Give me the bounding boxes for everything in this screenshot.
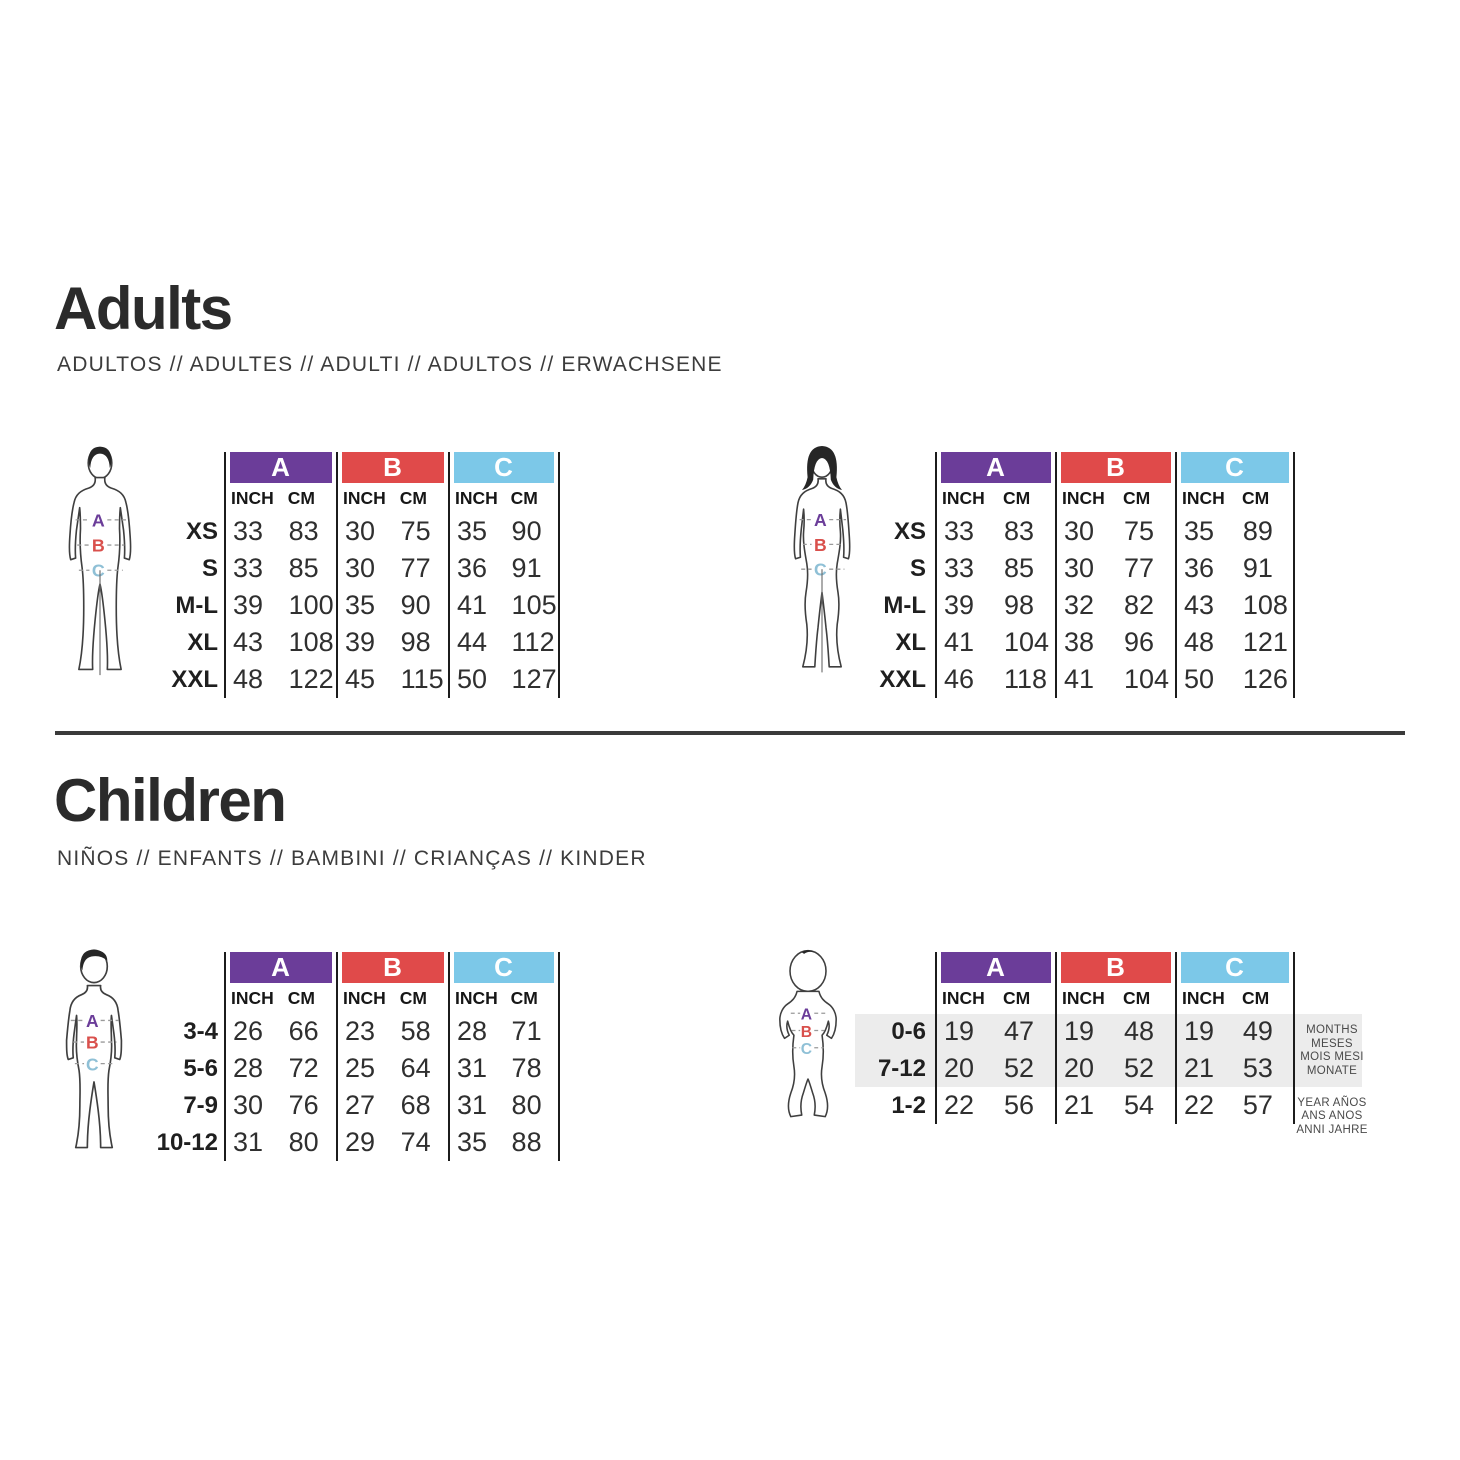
unit-inch-header: INCH	[1182, 487, 1225, 508]
measurement-row	[1057, 661, 1175, 698]
cm-value: 126	[1242, 664, 1288, 694]
age-unit-note	[1296, 1090, 1368, 1144]
measurement-row	[226, 1050, 336, 1087]
measure-header-bar: C	[1181, 452, 1289, 483]
measurement-row	[338, 1087, 448, 1124]
unit-header-row	[338, 483, 448, 513]
inch-value: 31	[233, 1127, 264, 1157]
measurement-row	[937, 587, 1055, 624]
inch-value: 33	[944, 553, 975, 583]
inch-value: 39	[345, 627, 376, 657]
measurement-row	[226, 661, 336, 698]
cm-value: 77	[1123, 553, 1154, 583]
inch-value: 48	[233, 664, 264, 694]
measure-header-bar: A	[941, 952, 1051, 983]
svg-text:A: A	[91, 510, 105, 531]
size-row-label: 7-9	[183, 1092, 218, 1119]
age-unit-note-line: ANNI JAHRE	[1296, 1123, 1368, 1136]
measure-column-group	[1175, 952, 1295, 1124]
adults-section-title: Adults	[54, 275, 232, 342]
unit-inch-header: INCH	[455, 987, 498, 1008]
measurement-row	[450, 1087, 558, 1124]
cm-value: 96	[1123, 627, 1154, 657]
inch-value: 33	[233, 553, 264, 583]
cm-value: 121	[1242, 627, 1288, 657]
unit-inch-header: INCH	[1062, 487, 1105, 508]
inch-value: 35	[457, 516, 488, 546]
unit-header-row	[226, 483, 336, 513]
cm-value: 108	[288, 627, 334, 657]
measurement-row	[226, 550, 336, 587]
age-unit-note-line: MOIS MESI	[1300, 1051, 1364, 1063]
measurement-row	[338, 1124, 448, 1161]
measurement-row	[1177, 1087, 1293, 1124]
measure-column-group	[935, 952, 1055, 1124]
cm-value: 47	[1003, 1016, 1034, 1046]
size-row-label: 10-12	[156, 1129, 218, 1156]
unit-cm-header: CM	[1123, 487, 1151, 508]
inch-value: 39	[233, 590, 264, 620]
cm-value: 127	[511, 664, 557, 694]
measure-header-bar: C	[1181, 952, 1289, 983]
measurement-row	[937, 1050, 1055, 1087]
cm-value: 78	[511, 1053, 542, 1083]
measurement-row	[937, 1013, 1055, 1050]
unit-cm-header: CM	[1003, 987, 1031, 1008]
cm-value: 58	[400, 1016, 431, 1046]
measure-column-group	[935, 452, 1055, 698]
measurement-row	[338, 513, 448, 550]
size-row-label: XS	[893, 518, 926, 545]
cm-value: 88	[511, 1127, 542, 1157]
size-row-label: S	[909, 555, 926, 582]
size-row-label: XS	[185, 518, 218, 545]
size-row-label: M-L	[883, 592, 926, 619]
adults-section-subtitle: ADULTOS // ADULTES // ADULTI // ADULTOS // ERWACHSENE	[57, 353, 723, 376]
cm-value: 91	[1242, 553, 1273, 583]
woman-figure	[782, 441, 862, 691]
cm-value: 64	[400, 1053, 431, 1083]
measurement-row	[226, 513, 336, 550]
measure-column-group	[336, 452, 448, 698]
cm-value: 90	[511, 516, 542, 546]
measurement-row	[937, 550, 1055, 587]
cm-value: 53	[1242, 1053, 1273, 1083]
cm-value: 77	[400, 553, 431, 583]
cm-value: 90	[400, 590, 431, 620]
cm-value: 56	[1003, 1090, 1034, 1120]
measurement-row	[226, 1124, 336, 1161]
cm-value: 48	[1123, 1016, 1154, 1046]
inch-value: 30	[1064, 553, 1095, 583]
unit-inch-header: INCH	[1182, 987, 1225, 1008]
cm-value: 98	[400, 627, 431, 657]
measurement-row	[338, 624, 448, 661]
inch-value: 31	[457, 1053, 488, 1083]
measurement-row	[937, 624, 1055, 661]
measure-column-group	[224, 952, 336, 1161]
inch-value: 44	[457, 627, 488, 657]
measurement-row	[1177, 661, 1293, 698]
age-unit-note-line: MONATE	[1306, 1064, 1358, 1077]
measure-column-group	[1175, 452, 1295, 698]
unit-cm-header: CM	[287, 487, 315, 508]
inch-value: 41	[457, 590, 488, 620]
cm-value: 80	[288, 1127, 319, 1157]
inch-value: 48	[1184, 627, 1215, 657]
cm-value: 112	[511, 627, 555, 657]
cm-value: 74	[400, 1127, 431, 1157]
unit-inch-header: INCH	[942, 487, 985, 508]
inch-value: 32	[1064, 590, 1095, 620]
inch-value: 33	[233, 516, 264, 546]
inch-value: 35	[345, 590, 376, 620]
inch-value: 46	[944, 664, 975, 694]
measure-header-bar: A	[941, 452, 1051, 483]
cm-value: 54	[1123, 1090, 1154, 1120]
measurement-row	[338, 587, 448, 624]
unit-header-row	[937, 483, 1055, 513]
age-unit-note-line: MESES	[1311, 1037, 1353, 1050]
measurement-row	[450, 550, 558, 587]
size-row-label: 0-6	[891, 1018, 926, 1045]
svg-text:B: B	[91, 535, 105, 556]
inch-value: 36	[1184, 553, 1215, 583]
inch-value: 22	[1184, 1090, 1215, 1120]
cm-value: 52	[1123, 1053, 1154, 1083]
cm-value: 108	[1242, 590, 1288, 620]
cm-value: 80	[511, 1090, 542, 1120]
unit-inch-header: INCH	[942, 987, 985, 1008]
inch-value: 26	[233, 1016, 264, 1046]
measurement-row	[1177, 1013, 1293, 1050]
measurement-row	[1177, 1050, 1293, 1087]
svg-text:C: C	[86, 1054, 99, 1075]
size-row-label: 3-4	[183, 1018, 218, 1045]
cm-value: 83	[288, 516, 319, 546]
svg-text:B: B	[800, 1023, 813, 1041]
inch-value: 25	[345, 1053, 376, 1083]
inch-value: 21	[1184, 1053, 1215, 1083]
inch-value: 43	[233, 627, 264, 657]
svg-text:C: C	[91, 560, 105, 581]
unit-cm-header: CM	[287, 987, 315, 1008]
inch-value: 19	[944, 1016, 975, 1046]
cm-value: 98	[1003, 590, 1034, 620]
unit-header-row	[450, 983, 558, 1013]
measure-header-bar: B	[1061, 952, 1171, 983]
measure-header-bar: A	[230, 452, 332, 483]
unit-header-row	[338, 983, 448, 1013]
svg-text:C: C	[800, 1041, 813, 1058]
boy-figure	[48, 944, 140, 1160]
measurement-row	[1177, 550, 1293, 587]
inch-value: 27	[345, 1090, 376, 1120]
measurement-row	[1177, 587, 1293, 624]
measurement-row	[338, 550, 448, 587]
measure-column-group	[448, 452, 560, 698]
size-row-label: 5-6	[183, 1055, 218, 1082]
svg-text:A: A	[814, 510, 827, 530]
measure-column-group	[1055, 452, 1175, 698]
unit-inch-header: INCH	[231, 487, 274, 508]
measurement-row	[226, 1013, 336, 1050]
section-divider	[55, 731, 1405, 735]
unit-header-row	[1057, 483, 1175, 513]
inch-value: 22	[944, 1090, 975, 1120]
measurement-row	[1057, 1013, 1175, 1050]
measurement-row	[1057, 587, 1175, 624]
inch-value: 30	[345, 516, 376, 546]
cm-value: 122	[288, 664, 334, 694]
measurement-row	[450, 661, 558, 698]
inch-value: 41	[944, 627, 975, 657]
measure-header-bar: C	[454, 952, 554, 983]
inch-value: 33	[944, 516, 975, 546]
age-unit-note-line: MONTHS	[1306, 1024, 1358, 1036]
cm-value: 52	[1003, 1053, 1034, 1083]
measurement-row	[338, 1013, 448, 1050]
cm-value: 57	[1242, 1090, 1273, 1120]
svg-text:A: A	[800, 1006, 813, 1024]
size-row-label: XL	[895, 629, 926, 656]
measurement-row	[937, 661, 1055, 698]
inch-value: 35	[457, 1127, 488, 1157]
measurement-row	[450, 624, 558, 661]
inch-value: 43	[1184, 590, 1215, 620]
unit-inch-header: INCH	[231, 987, 274, 1008]
inch-value: 50	[457, 664, 488, 694]
unit-cm-header: CM	[1123, 987, 1151, 1008]
svg-text:C: C	[814, 559, 827, 580]
cm-value: 75	[400, 516, 431, 546]
inch-value: 20	[944, 1053, 975, 1083]
measure-header-bar: B	[342, 952, 444, 983]
inch-value: 20	[1064, 1053, 1095, 1083]
measure-header-bar: A	[230, 952, 332, 983]
unit-header-row	[226, 983, 336, 1013]
inch-value: 30	[345, 553, 376, 583]
measurement-row	[450, 1050, 558, 1087]
measurement-row	[338, 1050, 448, 1087]
man-figure	[56, 441, 144, 693]
inch-value: 29	[345, 1127, 376, 1157]
measurement-row	[937, 513, 1055, 550]
measure-column-group	[224, 452, 336, 698]
measure-column-group	[336, 952, 448, 1161]
unit-cm-header: CM	[1241, 487, 1270, 508]
baby-figure	[762, 946, 854, 1126]
unit-inch-header: INCH	[455, 487, 498, 508]
measurement-row	[226, 587, 336, 624]
cm-value: 85	[1003, 553, 1034, 583]
size-row-label: XL	[187, 629, 218, 656]
inch-value: 31	[457, 1090, 488, 1120]
age-unit-note	[1296, 1016, 1368, 1086]
measurement-row	[1057, 550, 1175, 587]
inch-value: 50	[1184, 664, 1215, 694]
unit-cm-header: CM	[1003, 487, 1031, 508]
children-section-subtitle: NIÑOS // ENFANTS // BAMBINI // CRIANÇAS // KINDER	[57, 847, 647, 870]
age-unit-note-line: ANS ANOS	[1301, 1110, 1363, 1123]
cm-value: 82	[1123, 590, 1154, 620]
inch-value: 19	[1064, 1016, 1095, 1046]
inch-value: 21	[1064, 1090, 1095, 1120]
measure-header-bar: C	[454, 452, 554, 483]
measurement-row	[1057, 1050, 1175, 1087]
age-unit-note-line: YEAR AÑOS	[1297, 1096, 1367, 1109]
unit-cm-header: CM	[510, 987, 538, 1008]
cm-value: 75	[1123, 516, 1154, 546]
measurement-row	[450, 587, 558, 624]
inch-value: 30	[233, 1090, 264, 1120]
cm-value: 72	[288, 1053, 319, 1083]
size-row-label: 1-2	[891, 1092, 926, 1119]
unit-header-row	[937, 983, 1055, 1013]
inch-value: 30	[1064, 516, 1095, 546]
measurement-row	[1177, 624, 1293, 661]
cm-value: 115	[400, 664, 444, 694]
cm-value: 66	[288, 1016, 319, 1046]
measurement-row	[450, 1124, 558, 1161]
inch-value: 23	[345, 1016, 376, 1046]
inch-value: 41	[1064, 664, 1095, 694]
size-row-label: XXL	[171, 666, 218, 693]
cm-value: 89	[1242, 516, 1273, 546]
cm-value: 118	[1003, 664, 1047, 694]
cm-value: 100	[288, 590, 334, 620]
size-row-label: S	[201, 555, 218, 582]
measurement-row	[226, 624, 336, 661]
children-section-title: Children	[54, 767, 286, 834]
cm-value: 71	[511, 1016, 542, 1046]
unit-inch-header: INCH	[1062, 987, 1105, 1008]
inch-value: 39	[944, 590, 975, 620]
unit-inch-header: INCH	[343, 487, 386, 508]
cm-value: 104	[1003, 627, 1050, 657]
unit-cm-header: CM	[399, 487, 427, 508]
measure-column-group	[448, 952, 560, 1161]
cm-value: 85	[288, 553, 319, 583]
inch-value: 28	[233, 1053, 264, 1083]
measurement-row	[1057, 1087, 1175, 1124]
cm-value: 68	[400, 1090, 431, 1120]
measure-header-bar: B	[1061, 452, 1171, 483]
measurement-row	[937, 1087, 1055, 1124]
cm-value: 91	[511, 553, 542, 583]
inch-value: 19	[1184, 1016, 1215, 1046]
cm-value: 104	[1123, 664, 1170, 694]
cm-value: 105	[511, 590, 557, 620]
unit-header-row	[1177, 483, 1293, 513]
inch-value: 38	[1064, 627, 1095, 657]
unit-header-row	[1057, 983, 1175, 1013]
measure-column-group	[1055, 952, 1175, 1124]
measure-header-bar: B	[342, 452, 444, 483]
cm-value: 49	[1242, 1016, 1273, 1046]
inch-value: 45	[345, 664, 376, 694]
measurement-row	[1057, 624, 1175, 661]
measurement-row	[450, 513, 558, 550]
size-row-label: 7-12	[877, 1055, 926, 1082]
measurement-row	[450, 1013, 558, 1050]
inch-value: 28	[457, 1016, 488, 1046]
cm-value: 83	[1003, 516, 1034, 546]
size-row-label: XXL	[879, 666, 926, 693]
inch-value: 36	[457, 553, 488, 583]
unit-header-row	[450, 483, 558, 513]
unit-cm-header: CM	[510, 487, 538, 508]
measurement-row	[226, 1087, 336, 1124]
unit-header-row	[1177, 983, 1293, 1013]
measurement-row	[1057, 513, 1175, 550]
unit-cm-header: CM	[399, 987, 427, 1008]
unit-inch-header: INCH	[343, 987, 386, 1008]
svg-text:B: B	[814, 534, 827, 555]
size-row-label: M-L	[175, 592, 218, 619]
svg-text:B: B	[86, 1032, 99, 1053]
cm-value: 76	[288, 1090, 319, 1120]
unit-cm-header: CM	[1241, 987, 1270, 1008]
measurement-row	[1177, 513, 1293, 550]
measurement-row	[338, 661, 448, 698]
inch-value: 35	[1184, 516, 1215, 546]
svg-text:A: A	[86, 1011, 99, 1032]
